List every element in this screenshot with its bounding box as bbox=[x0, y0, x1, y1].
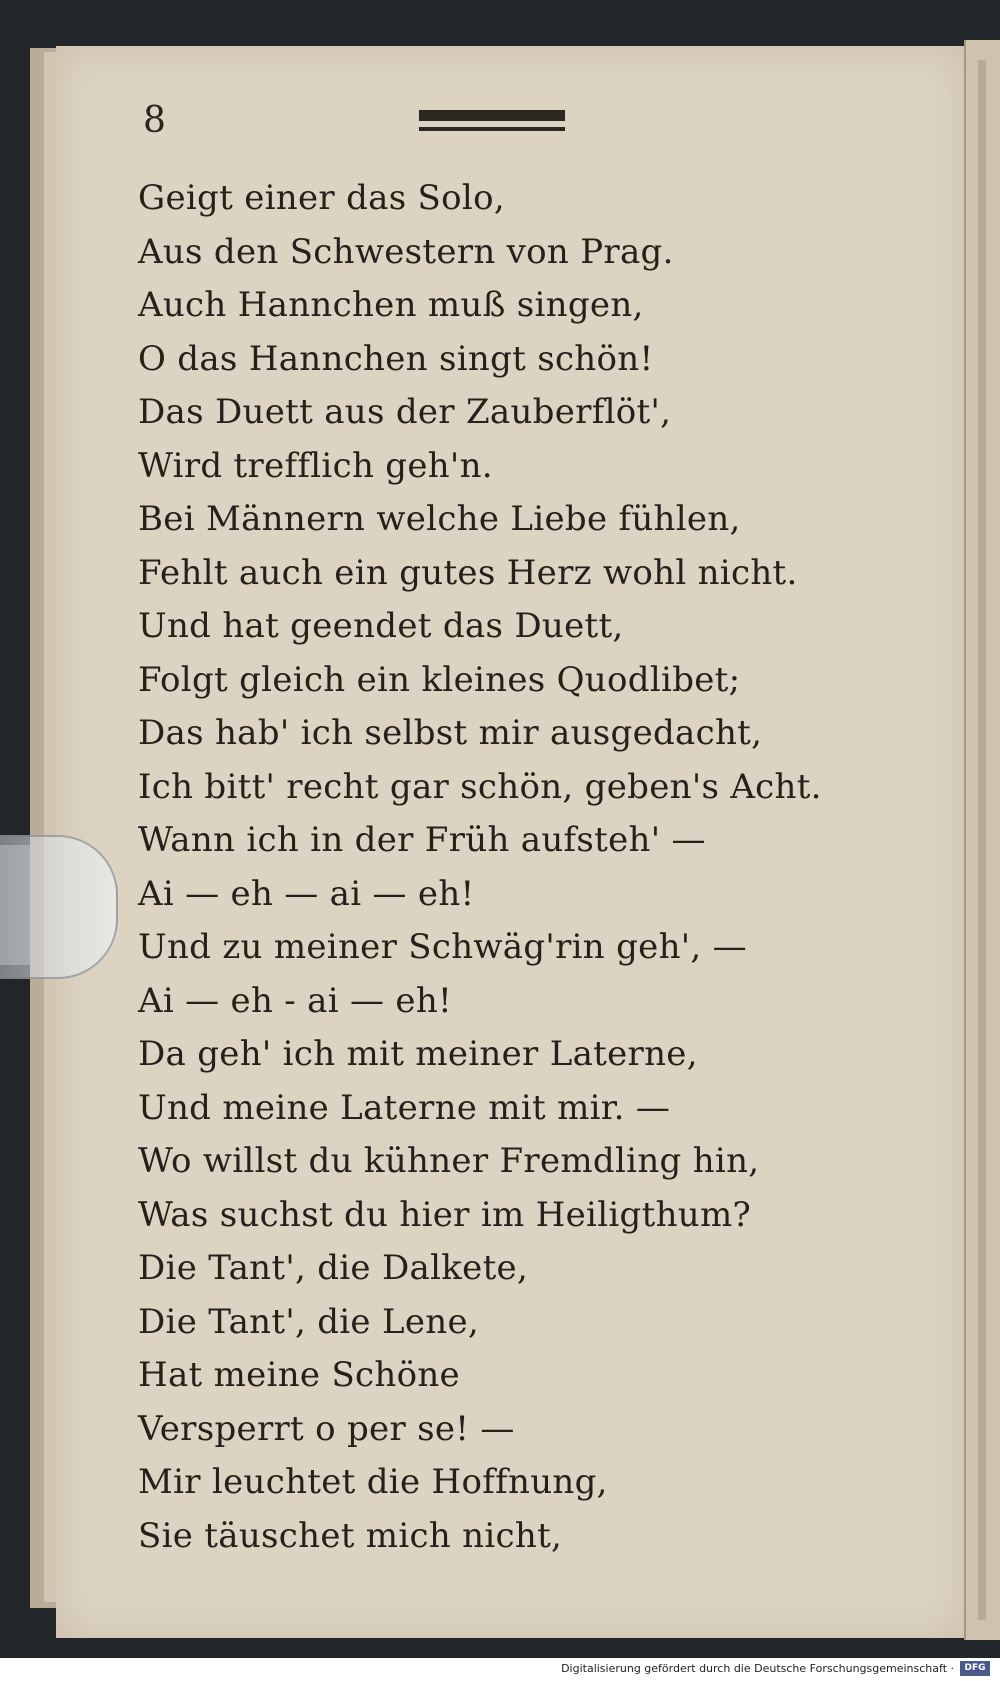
verse-line: Aus den Schwestern von Prag. bbox=[138, 231, 674, 272]
footer-credit: Digitalisierung gefördert durch die Deutsche Forschungsgemeinschaft · bbox=[561, 1662, 954, 1675]
header-rule bbox=[419, 110, 565, 134]
verse-line: Und meine Laterne mit mir. — bbox=[138, 1087, 671, 1128]
verse-line: Fehlt auch ein gutes Herz wohl nicht. bbox=[138, 552, 798, 593]
verse-line: Sie täuschet mich nicht, bbox=[138, 1515, 563, 1556]
verse-line: Das Duett aus der Zauberflöt', bbox=[138, 392, 672, 432]
header-rule-thick bbox=[419, 110, 565, 121]
verse-line: Wann ich in der Früh aufsteh' — bbox=[138, 820, 706, 860]
verse-line: Wird trefflich geh'n. bbox=[138, 445, 493, 486]
verse-line: Da geh' ich mit meiner Laterne, bbox=[138, 1034, 698, 1074]
page-number: 8 bbox=[143, 100, 166, 141]
verse-line: Bei Männern welche Liebe fühlen, bbox=[138, 499, 741, 539]
left-page-edge-inner bbox=[44, 52, 56, 1602]
verse-text bbox=[138, 172, 928, 1563]
verse-line: Das hab' ich selbst mir ausgedacht, bbox=[138, 713, 763, 753]
verse-line: Ich bitt' recht gar schön, geben's Acht. bbox=[138, 766, 822, 807]
verse-line: Versperrt o per se! — bbox=[138, 1408, 515, 1449]
verse-line: Ai — eh — ai — eh! bbox=[138, 873, 475, 914]
verse-line: Wo willst du kühner Fremdling hin, bbox=[138, 1141, 760, 1181]
verse-line: Die Tant', die Lene, bbox=[138, 1301, 479, 1342]
verse-line: Und zu meiner Schwäg'rin geh', — bbox=[138, 927, 747, 967]
verse-line: Geigt einer das Solo, bbox=[138, 178, 505, 218]
verse-line: O das Hannchen singt schön! bbox=[138, 338, 654, 379]
verse-line: Auch Hannchen muß singen, bbox=[138, 285, 644, 325]
verse-line: Und hat geendet das Duett, bbox=[138, 606, 624, 646]
verse-line: Mir leuchtet die Hoffnung, bbox=[138, 1462, 608, 1502]
page-clip bbox=[0, 835, 118, 979]
header-rule-thin bbox=[419, 127, 565, 131]
right-page-edge-inner bbox=[978, 60, 986, 1620]
verse-line: Folgt gleich ein kleines Quodlibet; bbox=[138, 659, 741, 700]
verse-line: Hat meine Schöne bbox=[138, 1355, 460, 1395]
verse-line: Was suchst du hier im Heiligthum? bbox=[138, 1194, 752, 1235]
verse-line: Ai — eh - ai — eh! bbox=[138, 980, 453, 1021]
dfg-logo-icon: DFG bbox=[960, 1661, 990, 1676]
verse-line: Die Tant', die Dalkete, bbox=[138, 1248, 529, 1288]
